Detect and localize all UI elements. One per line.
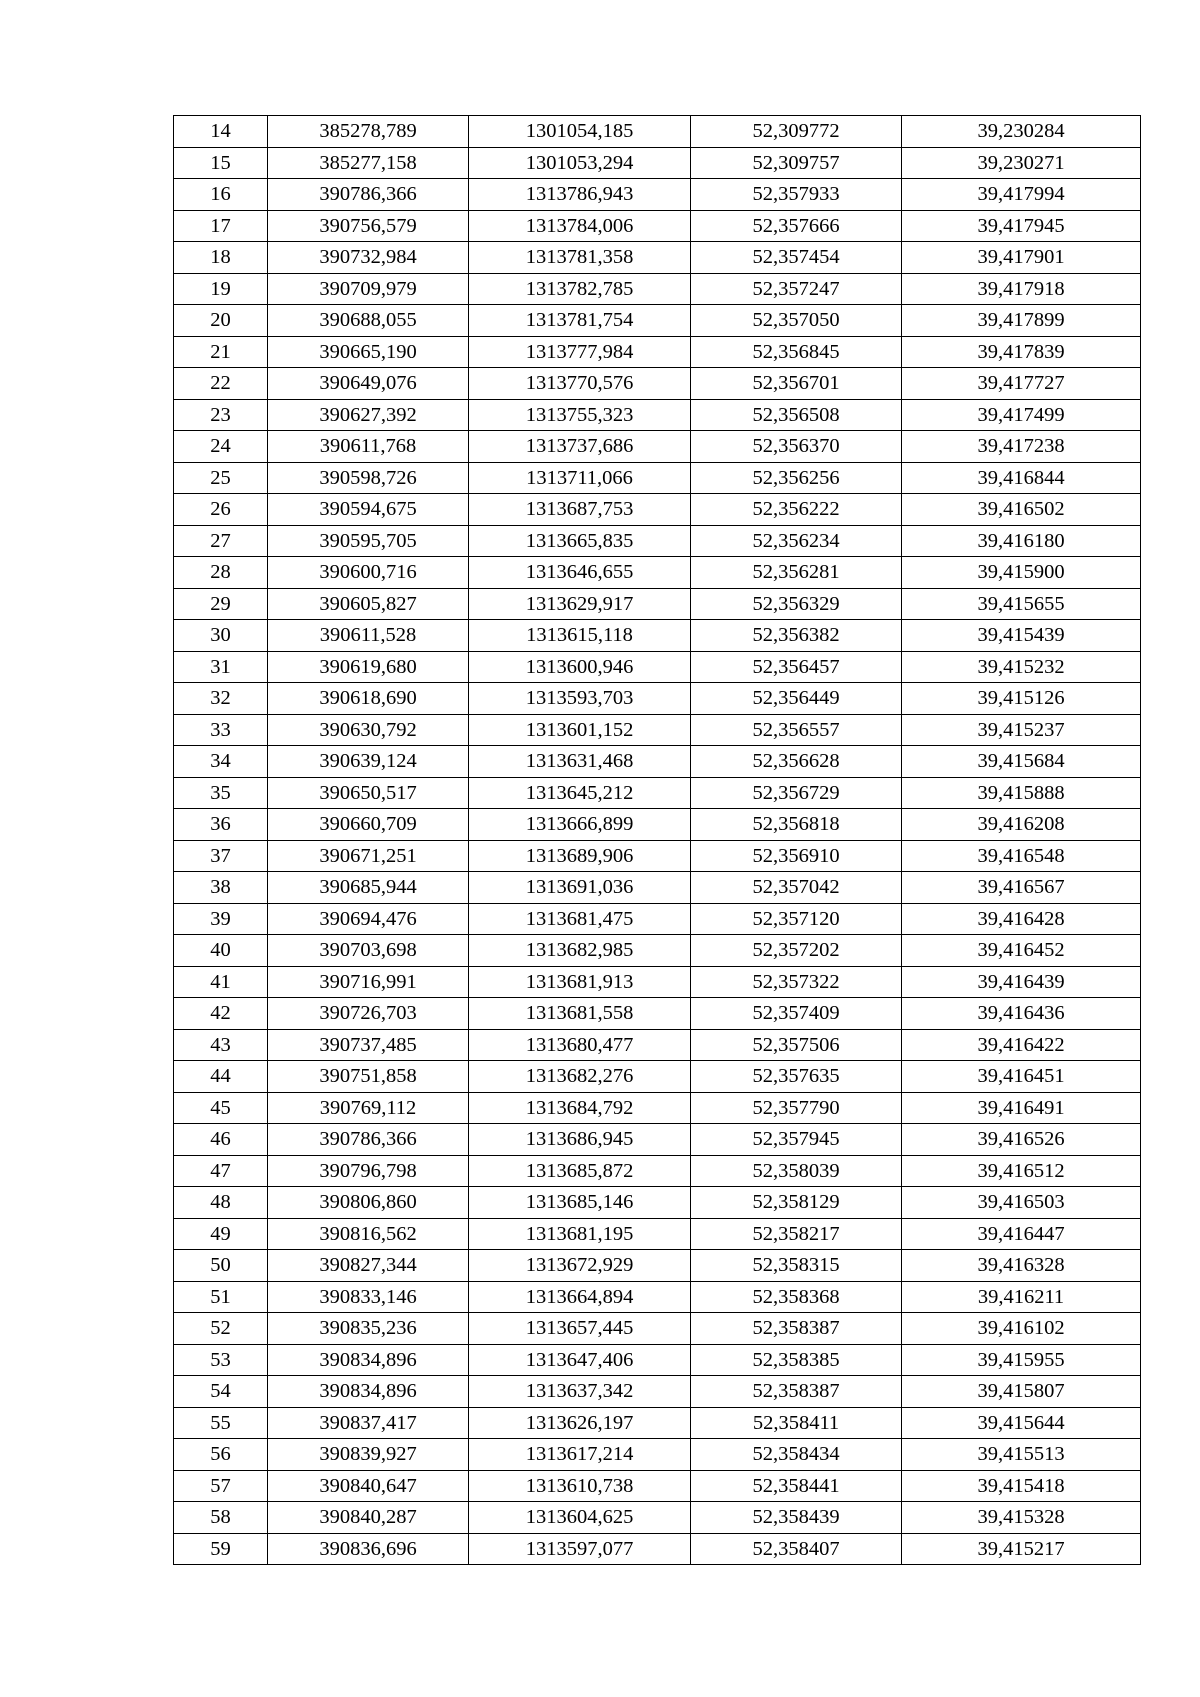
point-number-cell: 27: [174, 525, 268, 557]
point-number-cell: 14: [174, 116, 268, 148]
longitude-cell: 39,416548: [902, 840, 1141, 872]
y-coordinate-cell: 1313682,985: [469, 935, 691, 967]
y-coordinate-cell: 1313600,946: [469, 651, 691, 683]
longitude-cell: 39,417727: [902, 368, 1141, 400]
x-coordinate-cell: 390835,236: [268, 1313, 469, 1345]
table-row: [174, 966, 1141, 998]
latitude-cell: 52,356449: [691, 683, 902, 715]
longitude-cell: 39,416211: [902, 1281, 1141, 1313]
y-coordinate-cell: 1313685,146: [469, 1187, 691, 1219]
x-coordinate-cell: 390827,344: [268, 1250, 469, 1282]
y-coordinate-cell: 1313784,006: [469, 210, 691, 242]
y-coordinate-cell: 1313672,929: [469, 1250, 691, 1282]
y-coordinate-cell: 1313665,835: [469, 525, 691, 557]
x-coordinate-cell: 390756,579: [268, 210, 469, 242]
x-coordinate-cell: 390834,896: [268, 1376, 469, 1408]
point-number-cell: 41: [174, 966, 268, 998]
latitude-cell: 52,357945: [691, 1124, 902, 1156]
table-row: [174, 462, 1141, 494]
latitude-cell: 52,357933: [691, 179, 902, 211]
longitude-cell: 39,417901: [902, 242, 1141, 274]
y-coordinate-cell: 1313686,945: [469, 1124, 691, 1156]
table-row: [174, 588, 1141, 620]
x-coordinate-cell: 390726,703: [268, 998, 469, 1030]
y-coordinate-cell: 1313626,197: [469, 1407, 691, 1439]
longitude-cell: 39,416512: [902, 1155, 1141, 1187]
latitude-cell: 52,358441: [691, 1470, 902, 1502]
point-number-cell: 36: [174, 809, 268, 841]
point-number-cell: 23: [174, 399, 268, 431]
x-coordinate-cell: 390618,690: [268, 683, 469, 715]
longitude-cell: 39,415418: [902, 1470, 1141, 1502]
point-number-cell: 49: [174, 1218, 268, 1250]
table-row: [174, 431, 1141, 463]
point-number-cell: 19: [174, 273, 268, 305]
latitude-cell: 52,358129: [691, 1187, 902, 1219]
table-row: [174, 399, 1141, 431]
point-number-cell: 37: [174, 840, 268, 872]
y-coordinate-cell: 1313657,445: [469, 1313, 691, 1345]
point-number-cell: 50: [174, 1250, 268, 1282]
x-coordinate-cell: 390833,146: [268, 1281, 469, 1313]
x-coordinate-cell: 390694,476: [268, 903, 469, 935]
y-coordinate-cell: 1313631,468: [469, 746, 691, 778]
x-coordinate-cell: 390703,698: [268, 935, 469, 967]
longitude-cell: 39,415237: [902, 714, 1141, 746]
y-coordinate-cell: 1313593,703: [469, 683, 691, 715]
longitude-cell: 39,416428: [902, 903, 1141, 935]
table-row: [174, 746, 1141, 778]
latitude-cell: 52,358385: [691, 1344, 902, 1376]
point-number-cell: 22: [174, 368, 268, 400]
y-coordinate-cell: 1313597,077: [469, 1533, 691, 1565]
latitude-cell: 52,357666: [691, 210, 902, 242]
y-coordinate-cell: 1313687,753: [469, 494, 691, 526]
y-coordinate-cell: 1313681,558: [469, 998, 691, 1030]
longitude-cell: 39,415900: [902, 557, 1141, 589]
point-number-cell: 31: [174, 651, 268, 683]
x-coordinate-cell: 390732,984: [268, 242, 469, 274]
longitude-cell: 39,230271: [902, 147, 1141, 179]
point-number-cell: 35: [174, 777, 268, 809]
x-coordinate-cell: 385277,158: [268, 147, 469, 179]
latitude-cell: 52,356234: [691, 525, 902, 557]
table-row: [174, 557, 1141, 589]
x-coordinate-cell: 390834,896: [268, 1344, 469, 1376]
table-row: [174, 1344, 1141, 1376]
x-coordinate-cell: 390685,944: [268, 872, 469, 904]
longitude-cell: 39,416502: [902, 494, 1141, 526]
point-number-cell: 33: [174, 714, 268, 746]
point-number-cell: 48: [174, 1187, 268, 1219]
longitude-cell: 39,415644: [902, 1407, 1141, 1439]
table-row: [174, 1092, 1141, 1124]
point-number-cell: 18: [174, 242, 268, 274]
longitude-cell: 39,415684: [902, 746, 1141, 778]
table-row: [174, 1376, 1141, 1408]
table-row: [174, 1439, 1141, 1471]
longitude-cell: 39,417945: [902, 210, 1141, 242]
point-number-cell: 44: [174, 1061, 268, 1093]
latitude-cell: 52,356256: [691, 462, 902, 494]
latitude-cell: 52,357247: [691, 273, 902, 305]
table-row: [174, 525, 1141, 557]
longitude-cell: 39,417918: [902, 273, 1141, 305]
table-row: [174, 336, 1141, 368]
x-coordinate-cell: 390816,562: [268, 1218, 469, 1250]
table-row: [174, 809, 1141, 841]
table-row: [174, 1281, 1141, 1313]
x-coordinate-cell: 390716,991: [268, 966, 469, 998]
point-number-cell: 24: [174, 431, 268, 463]
y-coordinate-cell: 1313777,984: [469, 336, 691, 368]
latitude-cell: 52,356508: [691, 399, 902, 431]
latitude-cell: 52,358368: [691, 1281, 902, 1313]
x-coordinate-cell: 390688,055: [268, 305, 469, 337]
latitude-cell: 52,309757: [691, 147, 902, 179]
latitude-cell: 52,356457: [691, 651, 902, 683]
table-row: [174, 998, 1141, 1030]
point-number-cell: 59: [174, 1533, 268, 1565]
y-coordinate-cell: 1313782,785: [469, 273, 691, 305]
table-row: [174, 620, 1141, 652]
table-row: [174, 1124, 1141, 1156]
y-coordinate-cell: 1313646,655: [469, 557, 691, 589]
table-row: [174, 1029, 1141, 1061]
latitude-cell: 52,356222: [691, 494, 902, 526]
latitude-cell: 52,357506: [691, 1029, 902, 1061]
longitude-cell: 39,415807: [902, 1376, 1141, 1408]
latitude-cell: 52,357322: [691, 966, 902, 998]
table-row: [174, 872, 1141, 904]
x-coordinate-cell: 390840,287: [268, 1502, 469, 1534]
longitude-cell: 39,416447: [902, 1218, 1141, 1250]
table-row: [174, 903, 1141, 935]
y-coordinate-cell: 1313781,754: [469, 305, 691, 337]
latitude-cell: 52,356329: [691, 588, 902, 620]
longitude-cell: 39,415955: [902, 1344, 1141, 1376]
longitude-cell: 39,416102: [902, 1313, 1141, 1345]
x-coordinate-cell: 390840,647: [268, 1470, 469, 1502]
longitude-cell: 39,417839: [902, 336, 1141, 368]
latitude-cell: 52,358387: [691, 1313, 902, 1345]
latitude-cell: 52,356845: [691, 336, 902, 368]
longitude-cell: 39,417238: [902, 431, 1141, 463]
longitude-cell: 39,415513: [902, 1439, 1141, 1471]
latitude-cell: 52,356557: [691, 714, 902, 746]
x-coordinate-cell: 390806,860: [268, 1187, 469, 1219]
y-coordinate-cell: 1313681,195: [469, 1218, 691, 1250]
latitude-cell: 52,357635: [691, 1061, 902, 1093]
longitude-cell: 39,416491: [902, 1092, 1141, 1124]
longitude-cell: 39,415232: [902, 651, 1141, 683]
y-coordinate-cell: 1313781,358: [469, 242, 691, 274]
table-row: [174, 116, 1141, 148]
y-coordinate-cell: 1313689,906: [469, 840, 691, 872]
point-number-cell: 53: [174, 1344, 268, 1376]
latitude-cell: 52,356382: [691, 620, 902, 652]
y-coordinate-cell: 1313615,118: [469, 620, 691, 652]
longitude-cell: 39,417499: [902, 399, 1141, 431]
coordinates-table: [173, 115, 1141, 1565]
latitude-cell: 52,356910: [691, 840, 902, 872]
latitude-cell: 52,356281: [691, 557, 902, 589]
longitude-cell: 39,416208: [902, 809, 1141, 841]
latitude-cell: 52,357454: [691, 242, 902, 274]
y-coordinate-cell: 1313711,066: [469, 462, 691, 494]
longitude-cell: 39,416436: [902, 998, 1141, 1030]
y-coordinate-cell: 1313604,625: [469, 1502, 691, 1534]
point-number-cell: 26: [174, 494, 268, 526]
point-number-cell: 16: [174, 179, 268, 211]
latitude-cell: 52,357790: [691, 1092, 902, 1124]
y-coordinate-cell: 1313770,576: [469, 368, 691, 400]
point-number-cell: 38: [174, 872, 268, 904]
point-number-cell: 42: [174, 998, 268, 1030]
x-coordinate-cell: 390650,517: [268, 777, 469, 809]
longitude-cell: 39,416180: [902, 525, 1141, 557]
longitude-cell: 39,415439: [902, 620, 1141, 652]
x-coordinate-cell: 390630,792: [268, 714, 469, 746]
y-coordinate-cell: 1313645,212: [469, 777, 691, 809]
latitude-cell: 52,358407: [691, 1533, 902, 1565]
table-row: [174, 1061, 1141, 1093]
point-number-cell: 20: [174, 305, 268, 337]
latitude-cell: 52,358315: [691, 1250, 902, 1282]
table-row: [174, 494, 1141, 526]
point-number-cell: 46: [174, 1124, 268, 1156]
point-number-cell: 17: [174, 210, 268, 242]
x-coordinate-cell: 390611,768: [268, 431, 469, 463]
latitude-cell: 52,358434: [691, 1439, 902, 1471]
coordinates-table-body: [174, 116, 1141, 1565]
point-number-cell: 56: [174, 1439, 268, 1471]
y-coordinate-cell: 1313637,342: [469, 1376, 691, 1408]
point-number-cell: 45: [174, 1092, 268, 1124]
x-coordinate-cell: 390660,709: [268, 809, 469, 841]
y-coordinate-cell: 1313610,738: [469, 1470, 691, 1502]
y-coordinate-cell: 1313685,872: [469, 1155, 691, 1187]
point-number-cell: 29: [174, 588, 268, 620]
longitude-cell: 39,415126: [902, 683, 1141, 715]
y-coordinate-cell: 1313629,917: [469, 588, 691, 620]
table-row: [174, 777, 1141, 809]
y-coordinate-cell: 1313617,214: [469, 1439, 691, 1471]
table-row: [174, 1250, 1141, 1282]
longitude-cell: 39,416439: [902, 966, 1141, 998]
table-row: [174, 368, 1141, 400]
latitude-cell: 52,356628: [691, 746, 902, 778]
x-coordinate-cell: 390709,979: [268, 273, 469, 305]
point-number-cell: 34: [174, 746, 268, 778]
latitude-cell: 52,309772: [691, 116, 902, 148]
y-coordinate-cell: 1313681,913: [469, 966, 691, 998]
longitude-cell: 39,416422: [902, 1029, 1141, 1061]
x-coordinate-cell: 390796,798: [268, 1155, 469, 1187]
longitude-cell: 39,416452: [902, 935, 1141, 967]
table-row: [174, 273, 1141, 305]
point-number-cell: 51: [174, 1281, 268, 1313]
x-coordinate-cell: 390665,190: [268, 336, 469, 368]
x-coordinate-cell: 390605,827: [268, 588, 469, 620]
point-number-cell: 57: [174, 1470, 268, 1502]
y-coordinate-cell: 1313666,899: [469, 809, 691, 841]
longitude-cell: 39,416328: [902, 1250, 1141, 1282]
x-coordinate-cell: 390836,696: [268, 1533, 469, 1565]
table-row: [174, 1407, 1141, 1439]
x-coordinate-cell: 390595,705: [268, 525, 469, 557]
latitude-cell: 52,357120: [691, 903, 902, 935]
latitude-cell: 52,357042: [691, 872, 902, 904]
y-coordinate-cell: 1313755,323: [469, 399, 691, 431]
y-coordinate-cell: 1313681,475: [469, 903, 691, 935]
table-row: [174, 683, 1141, 715]
y-coordinate-cell: 1313786,943: [469, 179, 691, 211]
x-coordinate-cell: 390639,124: [268, 746, 469, 778]
longitude-cell: 39,416503: [902, 1187, 1141, 1219]
latitude-cell: 52,358217: [691, 1218, 902, 1250]
x-coordinate-cell: 390839,927: [268, 1439, 469, 1471]
point-number-cell: 15: [174, 147, 268, 179]
x-coordinate-cell: 390627,392: [268, 399, 469, 431]
point-number-cell: 21: [174, 336, 268, 368]
longitude-cell: 39,416567: [902, 872, 1141, 904]
y-coordinate-cell: 1313691,036: [469, 872, 691, 904]
y-coordinate-cell: 1301053,294: [469, 147, 691, 179]
table-row: [174, 840, 1141, 872]
table-row: [174, 1470, 1141, 1502]
table-row: [174, 1155, 1141, 1187]
x-coordinate-cell: 390649,076: [268, 368, 469, 400]
latitude-cell: 52,357202: [691, 935, 902, 967]
point-number-cell: 43: [174, 1029, 268, 1061]
longitude-cell: 39,417899: [902, 305, 1141, 337]
x-coordinate-cell: 390737,485: [268, 1029, 469, 1061]
x-coordinate-cell: 390751,858: [268, 1061, 469, 1093]
table-row: [174, 1313, 1141, 1345]
point-number-cell: 39: [174, 903, 268, 935]
x-coordinate-cell: 390671,251: [268, 840, 469, 872]
latitude-cell: 52,357050: [691, 305, 902, 337]
point-number-cell: 30: [174, 620, 268, 652]
table-row: [174, 1502, 1141, 1534]
latitude-cell: 52,358439: [691, 1502, 902, 1534]
longitude-cell: 39,415655: [902, 588, 1141, 620]
x-coordinate-cell: 390786,366: [268, 1124, 469, 1156]
longitude-cell: 39,415328: [902, 1502, 1141, 1534]
x-coordinate-cell: 390786,366: [268, 179, 469, 211]
table-row: [174, 179, 1141, 211]
point-number-cell: 28: [174, 557, 268, 589]
latitude-cell: 52,358387: [691, 1376, 902, 1408]
table-row: [174, 714, 1141, 746]
point-number-cell: 52: [174, 1313, 268, 1345]
table-row: [174, 935, 1141, 967]
latitude-cell: 52,357409: [691, 998, 902, 1030]
y-coordinate-cell: 1313684,792: [469, 1092, 691, 1124]
longitude-cell: 39,416844: [902, 462, 1141, 494]
longitude-cell: 39,416451: [902, 1061, 1141, 1093]
x-coordinate-cell: 390600,716: [268, 557, 469, 589]
latitude-cell: 52,356370: [691, 431, 902, 463]
longitude-cell: 39,416526: [902, 1124, 1141, 1156]
y-coordinate-cell: 1313664,894: [469, 1281, 691, 1313]
table-row: [174, 242, 1141, 274]
x-coordinate-cell: 390769,112: [268, 1092, 469, 1124]
y-coordinate-cell: 1313680,477: [469, 1029, 691, 1061]
table-row: [174, 651, 1141, 683]
y-coordinate-cell: 1301054,185: [469, 116, 691, 148]
table-row: [174, 210, 1141, 242]
x-coordinate-cell: 390611,528: [268, 620, 469, 652]
table-row: [174, 1187, 1141, 1219]
y-coordinate-cell: 1313647,406: [469, 1344, 691, 1376]
x-coordinate-cell: 390594,675: [268, 494, 469, 526]
latitude-cell: 52,356701: [691, 368, 902, 400]
latitude-cell: 52,356818: [691, 809, 902, 841]
table-row: [174, 147, 1141, 179]
longitude-cell: 39,230284: [902, 116, 1141, 148]
longitude-cell: 39,417994: [902, 179, 1141, 211]
table-row: [174, 305, 1141, 337]
latitude-cell: 52,356729: [691, 777, 902, 809]
table-row: [174, 1218, 1141, 1250]
point-number-cell: 55: [174, 1407, 268, 1439]
point-number-cell: 25: [174, 462, 268, 494]
point-number-cell: 32: [174, 683, 268, 715]
point-number-cell: 47: [174, 1155, 268, 1187]
longitude-cell: 39,415217: [902, 1533, 1141, 1565]
x-coordinate-cell: 385278,789: [268, 116, 469, 148]
latitude-cell: 52,358411: [691, 1407, 902, 1439]
longitude-cell: 39,415888: [902, 777, 1141, 809]
point-number-cell: 58: [174, 1502, 268, 1534]
point-number-cell: 40: [174, 935, 268, 967]
x-coordinate-cell: 390837,417: [268, 1407, 469, 1439]
x-coordinate-cell: 390598,726: [268, 462, 469, 494]
point-number-cell: 54: [174, 1376, 268, 1408]
x-coordinate-cell: 390619,680: [268, 651, 469, 683]
table-row: [174, 1533, 1141, 1565]
y-coordinate-cell: 1313682,276: [469, 1061, 691, 1093]
y-coordinate-cell: 1313737,686: [469, 431, 691, 463]
y-coordinate-cell: 1313601,152: [469, 714, 691, 746]
latitude-cell: 52,358039: [691, 1155, 902, 1187]
